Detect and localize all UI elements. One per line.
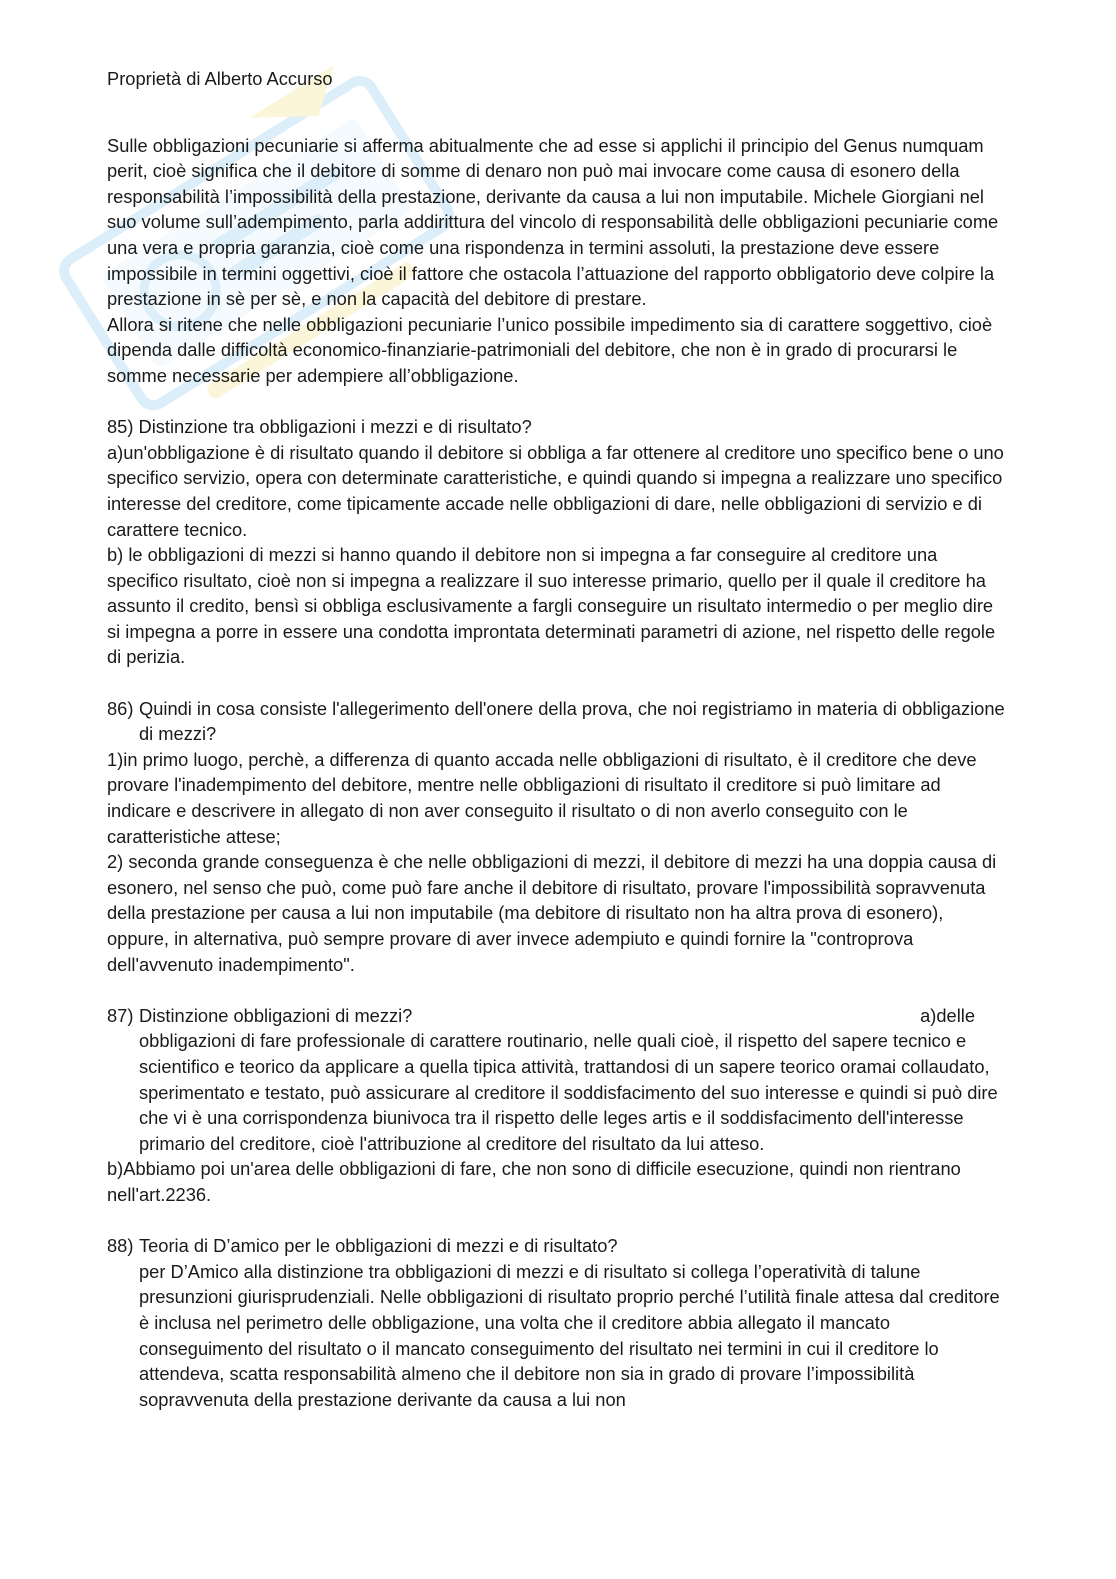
question-87-heading [107,1003,1007,1029]
document-header: Proprietà di Alberto Accurso [107,68,333,89]
question-88 [107,1233,1007,1412]
question-88-title: Teoria di D’amico per le obbligazioni di mezzi e di risultato? [139,1235,618,1257]
question-86-answer-1: 1)in primo luogo, perchè, a differenza di quanto accada nelle obbligazioni di risultato, è il creditore che deve provare l'inadempimento del debitore, mentre nelle obbligazioni di risultato il creditore si può limitare ad indicare e descrivere in allegato di non aver conseguito il risultato o di non averlo conseguito con le caratteristiche attese; [107,748,977,847]
question-88-heading [107,1233,1007,1259]
question-87-answer-b: b)Abbiamo poi un'area delle obbligazioni di fare, che non sono di difficile esecuzione, quindi non rientrano nell'art.2236. [107,1158,961,1205]
question-85 [107,414,1007,670]
question-87 [107,1003,1007,1208]
document-body [107,66,1007,1438]
question-87-title: Distinzione obbligazioni di mezzi? [139,1004,413,1026]
question-87-number: 87) [107,1004,134,1026]
intro-paragraph-1: Sulle obbligazioni pecuniarie si afferma abitualmente che ad esse si applichi il principio del Genus numquam perit, cioè significa che il debitore di somme di denaro non può mai invocare come causa di esonero della responsabilità l’impossibilità della prestazione, derivante da causa a lui non imputabile. Michele Giorgiani nel suo volume sull’adempimento, parla addirittura del vincolo di responsabilità delle obbligazioni pecuniarie come una vera e propria garanzia, cioè come una rispondenza in termini assoluti, la prestazione deve essere impossibile in termini oggettivi, cioè il fattore che ostacola l’attuazione del rapporto obbligatorio deve colpire la prestazione in sè per sè, e non la capacità del debitore di prestare. [107,134,999,310]
intro-paragraph-2: Allora si ritene che nelle obbligazioni pecuniarie l’unico possibile impedimento sia di carattere soggettivo, cioè dipenda dalle difficoltà economico-finanziarie-patrimoniali del debitore, che non è in grado di procurarsi le somme necessarie per adempiere all’obbligazione. [107,313,993,386]
question-87-answer-a-start: a)delle [920,1004,975,1026]
question-85-answer-b: b) le obbligazioni di mezzi si hanno quando il debitore non si impegna a far conseguire al creditore una specifico risultato, cioè non si impegna a realizzare il suo interesse primario, quello per il quale il creditore ha assunto il credito, bensì si obbliga esclusivamente a fargli conseguire un risultato intermedio o per meglio dire si impegna a porre in essere una condotta improntata determinati parametri di azione, nel rispetto delle regole di perizia. [107,544,996,668]
question-87-title-row [139,1003,1007,1029]
question-86-title: Quindi in cosa consiste l'allegerimento dell'onere della prova, che noi registriamo in materia di obbligazione di mezzi? [139,697,1005,745]
question-86-heading [107,696,1007,747]
question-87-answer-a: obbligazioni di fare professionale di carattere routinario, nelle quali cioè, il rispetto del sapere tecnico e scientifico e teorico da applicare a quella tipica attività, trattandosi di un sapere teorico oramai collaudato, sperimentato e testato, può assicurare al creditore il soddisfacimento del suo interesse e quindi si può dire che vi è una corrispondenza biunivoca tra il rispetto delle leges artis e il soddisfacimento dell'interesse primario del creditore, cioè l'attribuzione al creditore del risultato da lui atteso. [139,1030,998,1154]
question-85-answer-a: a)un'obbligazione è di risultato quando il debitore si obbliga a far ottenere al creditore uno specifico bene o uno specifico servizio, opera con determinate caratteristiche, e quindi quando si impegna a realizzare uno specifico interesse del creditore, come tipicamente accade nelle obbligazioni di dare, nelle obbligazioni di servizio e di carattere tecnico. [107,441,1004,540]
question-88-number: 88) [107,1235,134,1257]
question-86 [107,696,1007,978]
question-86-answer-2: 2) seconda grande conseguenza è che nelle obbligazioni di mezzi, il debitore di mezzi ha una doppia causa di esonero, nel senso che può, come può fare anche il debitore di risultato, provare l'impossibilità sopravvenuta della prestazione per causa a lui non imputabile (ma debitore di risultato non ha altra prova di esonero), oppure, in alternativa, può sempre provare di aver invece adempiuto e quindi fornire la "controprova dell'avvenuto inadempimento". [107,851,997,975]
question-86-number: 86) [107,697,134,719]
question-85-title: 85) Distinzione tra obbligazioni i mezzi e di risultato? [107,416,532,438]
question-88-answer: per D’Amico alla distinzione tra obbligazioni di mezzi e di risultato si collega l’operatività di talune presunzioni giurisprudenziali. Nelle obbligazioni di risultato proprio perché l’utilità finale attesa dal creditore è inclusa nel perimetro delle obbligazione, una volta che il creditore abbia allegato il mancato conseguimento del risultato o il mancato conseguimento del risultato nei termini in cui il creditore lo attendeva, scatta responsabilità almeno che il debitore non sia in grado di provare l’impossibilità sopravvenuta della prestazione derivante da causa a lui non [139,1260,1000,1410]
intro-section [107,133,1007,389]
